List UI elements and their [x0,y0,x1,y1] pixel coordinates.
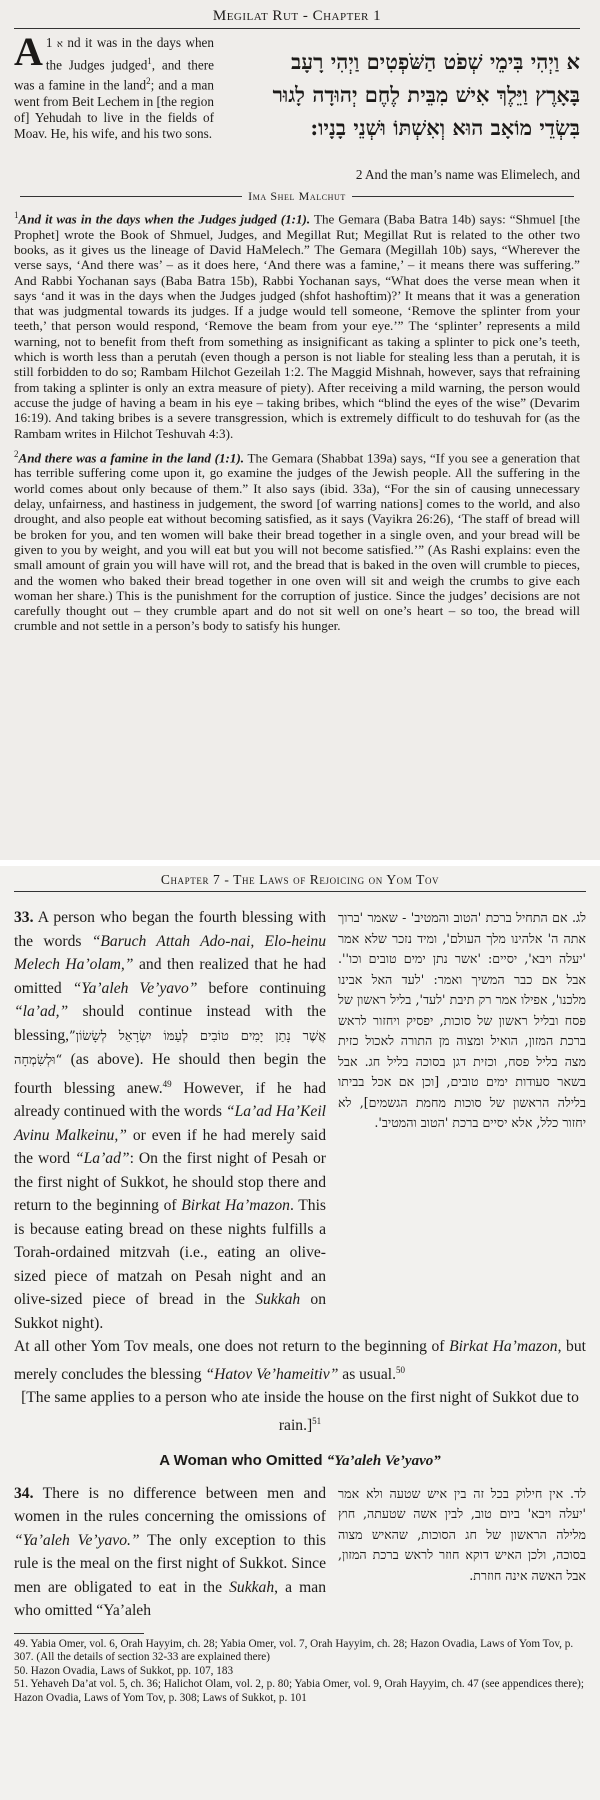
text: At all other Yom Tov meals, one does not return to the beginning of [14,1338,450,1356]
quote: “la’ad,” [14,1003,69,1020]
section-34 [14,1482,586,1623]
quote: “La’ad” [74,1150,130,1168]
text: on Sukkot night). [14,1291,326,1332]
text: A person who began the fourth blessing with the words [14,909,326,950]
footnote-ref-49[interactable]: 49 [162,1078,172,1089]
paragraph-other-meals [14,1335,586,1386]
commentary-title [14,189,580,204]
book-page-megilat-rut [0,0,600,860]
footnote-ref-1[interactable]: 1 [147,56,152,66]
quote: “La’ad Ha’Keil Avinu Malkeinu,” [14,1103,326,1144]
note-text: The Gemara (Shabbat 139a) says, “If you see a generation that has terrible suffering come upon it, go examine the judges of the Jewish people. All the suffering in the world comes about only because of them.” It also says (ibid. 33a), “For the sin of causing unnecessary delay, unfairness, and hastiness in judgement, the sword [of warring nations] comes to the world, and also drought, and also people eat without becoming satisfied, as it says (Vayikra 26:26), ‘The staff of bread will be broken for you, and ten women will bake their bread together in a single oven, and your bread will be given to you by weight, and you will eat but you will not become satisfied.’” (As Rashi explains: even the small amount of grain you will have will rot, and the bread that is baked in the oven will crumble to pieces, and the women who baked their bread together in one oven will sit and weigh the crumbs to give each woman her share.) This is the punishment for the corruption of justice. Since the judges’ decisions are not carefully thought out – they crumble apart and do not sit well on one’s heart – so too, the bread will crumble and not settle in a person’s body to satisfy his hunger. [14,450,580,634]
text: or even if he had merely said the word [14,1126,326,1168]
verse-text-1: nd it was in the days when the Judges judged [45,35,214,73]
verse-number: 1 [45,35,53,50]
section-33-english [14,906,326,1335]
drop-cap: A [14,29,43,74]
footnote-ref-2[interactable]: 2 [146,76,151,87]
note-lead: And there was a famine in the land (1:1). [18,450,245,466]
hebrew-line: בָּאָרֶץ וַיֵּלֶךְ אִישׁ מִבֵּית לֶחֶם יְהוּדָה לָגוּר [272,82,580,107]
text: . This is because eating bread on these nights fulfills a Torah-ordained mitzvah (i.e., eating an olive-sized piece of matzah on Pesah night and an olive-sized piece of bread in the [14,1197,326,1309]
footnote-divider [14,1633,144,1634]
section-33 [14,906,586,1335]
quote: Birkat Ha’mazon [449,1338,558,1356]
verse-number-hebrew: א [56,39,63,50]
quote: “Baruch Attah Ado-nai, Elo-heinu Melech Ha’olam,” [14,932,327,973]
section-34-english [14,1482,326,1623]
note-number: 1 [14,210,19,220]
text: before continuing [197,979,326,997]
text: , a man who omitted “Ya’aleh [14,1578,326,1620]
book-page-chapter-7 [0,866,600,1800]
footnote-50: 50. Hazon Ovadia, Laws of Sukkot, pp. 107, 183 [14,1664,234,1677]
subheading-text: A Woman who Omitted [159,1451,327,1469]
footnote-51: 51. Yehaveh Da’at vol. 5, ch. 36; Halichot Olam, vol. 2, p. 80; Yabia Omer, vol. 9, Orah Hayyim, ch. 47 (see appendices there); Hazon Ovadia, Laws of Yom Tov, p. 308; Laws of Sukkot, p. 101 [14,1678,584,1704]
quote: Sukkah [229,1578,275,1596]
subheading-quote: “Ya’aleh Ve’yavo” [326,1452,441,1469]
text: (as above). He should then begin the fourth blessing anew. [14,1051,326,1097]
section-number: 33. [14,909,34,926]
text: as usual. [338,1365,396,1383]
footnote-ref-51[interactable]: 51 [312,1415,322,1426]
verse-english [14,29,214,171]
verse-text-2: , and there was a famine in the land [14,57,214,93]
hebrew-line: בִּשְׂדֵי מוֹאָב הוּא וְאִשְׁתּוֹ וּשְׁנֵי בָנָיו: [310,115,580,140]
text: There is no difference between men and women in the rules concerning the omissions of [14,1484,326,1526]
verse-text-3: ; and a man went from Beit Lechem in [the region of] Yehudah to live in the fields of Moav. He, his wife, and his two sons. [14,77,214,141]
note-lead: And it was in the days when the Judges judged (1:1). [18,211,311,227]
next-verse-start: 2 And the man’s name was Elimelech, and [355,167,580,182]
text: and then realized that he had omitted [14,956,326,997]
text: , but merely concludes the blessing [14,1338,586,1383]
commentary-title-text: Ima Shel Malchut [248,189,346,203]
divider [20,196,242,197]
text: [The same applies to a person who ate inside the house on the first night of Sukkot due to rain.] [21,1389,579,1435]
section-number: 34. [14,1484,34,1502]
quote: Birkat Ha’mazon [181,1197,290,1215]
paragraph-rain [14,1386,586,1437]
hebrew-line: א וַיְהִי בִּימֵי שְׁפֹט הַשֹּׁפְטִים וַיְהִי רָעָב [291,49,580,74]
subheading [14,1452,586,1470]
quote: “Ya’aleh Ve’yavo.” [14,1531,140,1549]
text: should continue instead with the blessing, [14,1003,326,1044]
quote: “Ya’aleh Ve’yavo” [72,979,198,997]
text: However, if he had already continued with the words [14,1079,326,1121]
quote: Sukkah [255,1291,301,1309]
footnote-49: 49. Yabia Omer, vol. 6, Orah Hayyim, ch. 28; Yabia Omer, vol. 7, Orah Hayyim, ch. 28; Hazon Ovadia, Laws of Yom Tov, p. 307. (All the details of section 32-33 are explained there) [14,1637,574,1664]
running-head: Megilat Rut - Chapter 1 [14,8,580,29]
commentary-paragraph-2 [14,447,580,634]
divider [352,196,574,197]
text: : On the first night of Pesah or the first night of Sukkot, he should stop there and return to the beginning of [14,1150,326,1215]
footnote-ref-50[interactable]: 50 [395,1364,405,1375]
quote: “Hatov Ve’hameitiv” [205,1365,339,1383]
verse-block [14,29,580,171]
note-text: The Gemara (Baba Batra 14b) says: “Shmuel [the Prophet] wrote the Book of Shmuel, Judges, and Megillat Rut; Megillat Rut is related to the other two books, as it gives us the lineage of David HaMelech.” The Gemara (Megillah 10b) says, “Wherever the verse says, ‘And there was’ – as it does here, ‘And there was a famine,’ – it means there was suffering.” And Rabbi Yochanan says (Baba Batra 15b), Rabbi Yochanan says, “What does the verse mean when it says ‘and it was in the days when the Judges judged (shfot hashoftim)?’ It means that it was a generation that was judgmental towards its judges. If a judge would tell someone, ‘Remove the splinter from your teeth,’ that person would respond, ‘Remove the beam from your eye.’” The ‘splinter’ represents a mild warning, not to benefit from theft from something as insignificant as taking a splinter to pick one’s teeth, which is worth less than a perutah (even though a person is not liable for stealing less than a perutah, it is still forbidden to do so; Rambam Hilchot Gezeilah 1:2. The Maggid Mishnah, however, says that refraining from taking a splinter is only an extra measure of piety). After receiving a mild warning, the person would accuse the judge of having a beam in his eye – taking bribes, which “blind the eyes of the wise” (Devarim 16:19). And taking bribes is a severe transgression, which is extremely difficult to do teshuvah for (as the Rambam writes in Hilchot Teshuvah 4:3). [14,211,581,441]
section-34-hebrew: לד. אין חילוק בכל זה בין איש שטעה ולא אמר 'יעלה ויבא' ביום טוב, לבין אשה שטעתה, חוץ מלילה הראשון של חג הסוכות, שהאיש מצוה בסוכה, ולכן האיש דוקא חוזר לראש ברכת המזון, אבל האשה אינה חוזרת. [338,1485,586,1583]
note-number: 2 [14,448,19,459]
running-head: Chapter 7 - The Laws of Rejoicing on Yom Tov [14,872,586,892]
verse-hebrew [224,35,580,171]
hebrew-inline: ”אֲשֶׁר נָתַן יָמִים טוֹבִים לְעַמּוֹ יִשְׂרָאֵל לְשָׂשׂוֹן וּלְשִׂמְחָה“ [14,1028,326,1068]
section-33-hebrew: לג. אם התחיל ברכת 'הטוב והמטיב' - שאמר 'ברוך אתה ה' אלהינו מלך העולם', ומיד נזכר שלא אמר 'יעלה ויבא', יסיים: 'אשר נתן ימים טובים וכו''. אבל אם כבר המשיך ואמר: 'לעד האל אבינו מלכנו', אפילו אמר רק תיבת 'לעד', בליל ראשון של פסח ובליל ראשון של סוכות, יפסיק ויחזור לראש ברכת המזון, הואיל ומצוה מן התורה לאכול כזית מצה בליל פסח, וכזית דגן בסוכה בליל חג. אבל בשאר סעודות ימים טובים, [וכן אם אכל בביתו בלילה הראשון של סוכות מחמת הגשמים], לא יחזור כלל, אלא יסיים ברכת 'הטוב והמטיב'. [338,910,586,1130]
commentary-paragraph-1 [14,208,580,441]
text: The only exception to this rule is the meal on the first night of Sukkot. Since men are obligated to eat in the [14,1531,326,1596]
